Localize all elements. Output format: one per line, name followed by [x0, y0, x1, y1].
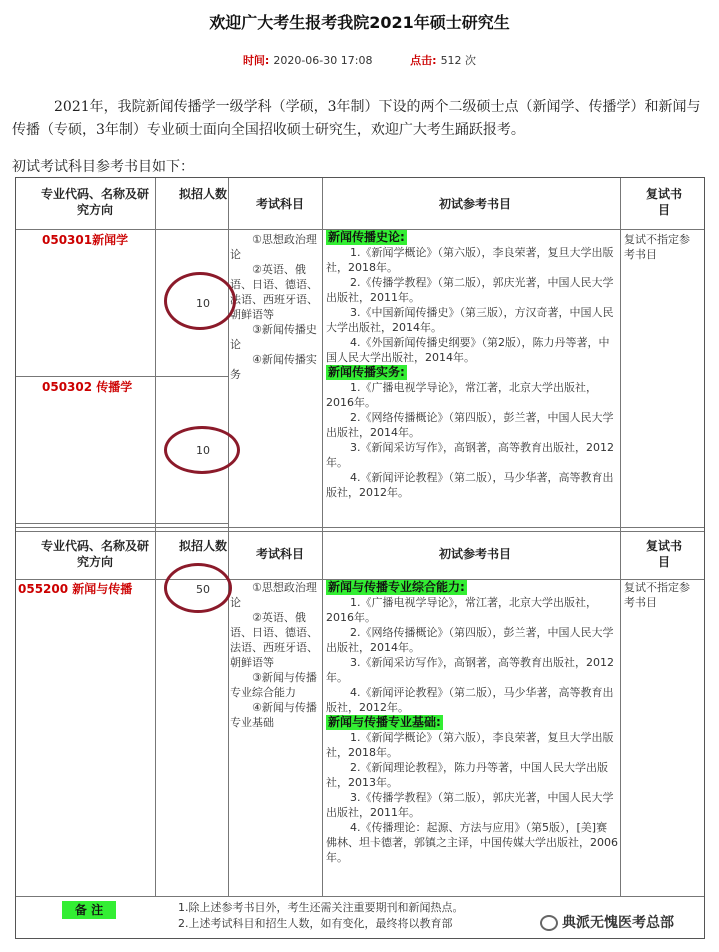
watermark: 典派无愧医考总部 — [540, 912, 715, 940]
header-retest-2: 复试书目 — [645, 539, 682, 569]
quota-journalism-communication: 50 — [196, 583, 210, 596]
book-group-heading: 新闻与传播专业基础: — [328, 715, 441, 729]
academic-retest: 复试不指定参考书目 — [624, 233, 690, 261]
book-item: 3.《新闻采访写作》，高钢著，高等教育出版社，2012年。 — [326, 441, 614, 469]
page-title: 欢迎广大考生报考我院2021年硕士研究生 — [209, 13, 510, 32]
book-item: 1.《广播电视学导论》，常江著，北京大学出版社，2016年。 — [326, 596, 597, 624]
book-item: 1.《新闻学概论》（第六版），李良荣著，复旦大学出版社，2018年。 — [326, 731, 614, 759]
book-item: 4.《传播理论：起源、方法与应用》（第5版），[美]赛佛林、坦卡德著，郭镇之主译，中国传媒大学出版社，2006年。 — [326, 821, 618, 864]
book-item: 3.《中国新闻传播史》（第三版），方汉奇著，中国人民大学出版社，2014年。 — [326, 306, 614, 334]
major-code-journalism-communication: 055200 新闻与传播 — [18, 582, 133, 596]
major-code-communication: 050302 传播学 — [42, 380, 133, 394]
quota-journalism: 10 — [196, 297, 210, 310]
header-subjects-2: 考试科目 — [255, 547, 304, 561]
time-label: 时间: — [242, 54, 270, 67]
header-quota: 拟招人数 — [178, 187, 227, 201]
book-item: 1.《新闻学概论》（第六版），李良荣著，复旦大学出版社，2018年。 — [326, 246, 614, 274]
header-subjects: 考试科目 — [255, 197, 304, 211]
subject-item: ②英语、俄语、日语、德语、法语、西班牙语、朝鲜语等 — [230, 263, 318, 321]
quota-circle-annotation — [164, 563, 232, 613]
book-item: 3.《传播学教程》（第二版），郭庆光著，中国人民大学出版社，2011年。 — [326, 791, 614, 819]
book-group-heading: 新闻与传播专业综合能力: — [328, 580, 465, 594]
clicks-label: 点击: — [410, 54, 437, 67]
header-books: 初试参考书目 — [438, 197, 511, 211]
professional-books — [326, 580, 618, 865]
subject-item: ①思想政治理论 — [230, 581, 317, 609]
header-books-2: 初试参考书目 — [438, 547, 511, 561]
book-item: 2.《新闻理论教程》，陈力丹等著，中国人民大学出版社，2013年。 — [326, 761, 608, 789]
header-major: 专业代码、名称及研究方向 — [40, 187, 149, 217]
quota-communication: 10 — [196, 444, 210, 457]
subject-item: ④新闻传播实务 — [230, 353, 317, 381]
header-retest: 复试书目 — [645, 187, 682, 217]
clicks-value: 512 次 — [440, 54, 477, 67]
quota-circle-annotation — [164, 426, 240, 474]
intro-subtitle: 初试考试科目参考书目如下： — [12, 159, 194, 175]
subject-item: ④新闻与传播专业基础 — [230, 701, 317, 729]
subject-item: ③新闻传播史论 — [230, 323, 317, 351]
intro-paragraph: 2021年，我院新闻传播学一级学科（学硕，3年制）下设的两个二级硕士点（新闻学、传播学）和新闻与传播（专硕，3年制）专业硕士面向全国招收硕士研究生，欢迎广大考生踊跃报考。 — [12, 99, 701, 138]
article-meta — [0, 52, 719, 68]
book-group-heading: 新闻传播实务: — [328, 365, 405, 379]
book-group-heading: 新闻传播史论: — [328, 230, 405, 244]
subject-item: ①思想政治理论 — [230, 233, 317, 261]
professional-retest: 复试不指定参考书目 — [624, 581, 690, 609]
book-item: 2.《网络传播概论》（第四版），彭兰著，中国人民大学出版社，2014年。 — [326, 411, 614, 439]
book-item: 4.《外国新闻传播史纲要》（第2版），陈力丹等著，中国人民大学出版社，2014年。 — [326, 336, 610, 364]
book-item: 2.《传播学教程》（第二版），郭庆光著，中国人民大学出版社，2011年。 — [326, 276, 614, 304]
academic-subjects — [230, 232, 322, 382]
notes-label: 备 注 — [62, 901, 116, 919]
book-item: 4.《新闻评论教程》（第二版），马少华著，高等教育出版社，2012年。 — [326, 471, 614, 499]
major-code-journalism: 050301新闻学 — [42, 233, 129, 247]
book-item: 3.《新闻采访写作》，高钢著，高等教育出版社，2012年。 — [326, 656, 614, 684]
subject-item: ②英语、俄语、日语、德语、法语、西班牙语、朝鲜语等 — [230, 611, 318, 669]
quota-circle-annotation — [164, 272, 236, 330]
note-item: 2.上述考试科目和招生人数，如有变化，最终将以教育部 — [178, 917, 453, 930]
note-item: 1.除上述参考书目外，考生还需关注重要期刊和新闻热点。 — [178, 901, 464, 914]
wechat-icon — [540, 915, 558, 931]
time-value: 2020-06-30 17:08 — [273, 54, 373, 67]
professional-subjects — [230, 580, 322, 730]
header-major-2: 专业代码、名称及研究方向 — [40, 539, 149, 569]
book-item: 4.《新闻评论教程》（第二版），马少华著，高等教育出版社，2012年。 — [326, 686, 614, 714]
academic-books — [326, 230, 618, 500]
header-quota-2: 拟招人数 — [178, 539, 227, 553]
book-item: 1.《广播电视学导论》，常江著，北京大学出版社，2016年。 — [326, 381, 597, 409]
subject-item: ③新闻与传播专业综合能力 — [230, 671, 317, 699]
book-item: 2.《网络传播概论》（第四版），彭兰著，中国人民大学出版社，2014年。 — [326, 626, 614, 654]
